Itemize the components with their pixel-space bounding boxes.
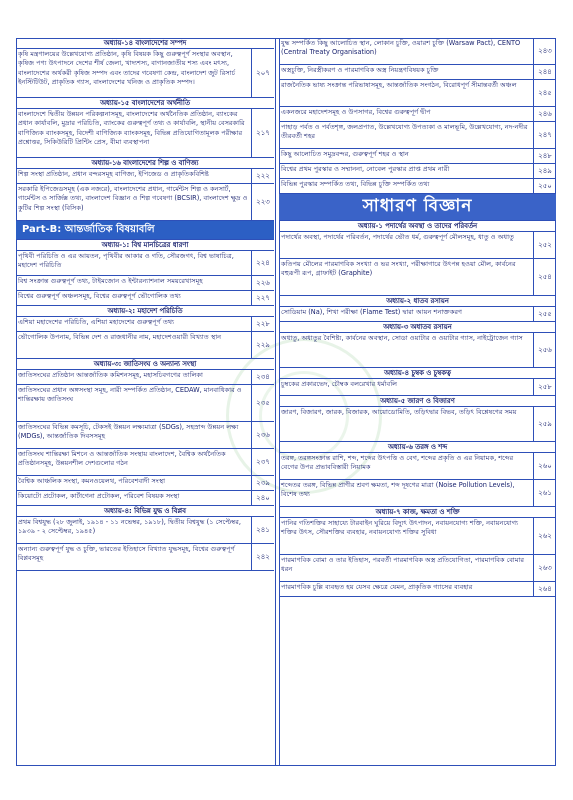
toc-entry-text: সোডিয়াম (Na), শিখা পরীক্ষা (Flame Test) দ্বারা আয়ন শনাক্তকরণ (281, 308, 462, 316)
toc-entry-text: প্রথম বিশ্বযুদ্ধ (২৮ জুলাই, ১৯১৪ - ১১ নভেম্বর, ১৯১৮), দ্বিতীয় বিশ্বযুদ্ধ (১ সেপ্টেম্বর, ১৯৩৯ - ২ সেপ্টেম্বর, ১৯৪৫) (18, 518, 241, 536)
toc-entry-text: বিশ্বের প্রথম পুরস্কার ও সম্মাননা, নোবেল পুরস্কার প্রাপ্ত প্রথম নারী (281, 165, 450, 173)
page-number: ২৪৫ (533, 80, 556, 106)
toc-row (279, 480, 556, 507)
toc-row (16, 449, 274, 476)
chapter-heading: অধ্যায়-১ পদার্থের অবস্থা ও তাদের পরিবর্তন (279, 221, 556, 232)
toc-entry-text: জাতিসংঘের প্রধান অঙ্গসংস্থা সমূহ, নারী সম্পর্কিত প্রতিষ্ঠান, CEDAW, মানবাধিকার ও শান্তিরক্ষায় জাতিসংঘ (18, 386, 242, 404)
chapter-heading: অধ্যায়-১৪ বাংলাদেশের সম্পদ (16, 38, 274, 49)
toc-entry-text: বিশ্বের গুরুত্বপূর্ণ অঞ্চলসমূহ, বিশ্বের গুরুত্বপূর্ণ ভৌগোলিক তথ্য (18, 292, 181, 300)
toc-entry-text: তরঙ্গ, তরঙ্গসংক্রান্ত রাশি, শব্দ, শব্দের উৎপত্তি ও বেগ, শব্দের প্রকৃতি ও এর নিয়ামক, শব্দের বেগের উপর প্রভাববিস্তারী নিয়ামক (281, 454, 514, 472)
toc-entry-text: পদার্থের অবস্থা, পদার্থের পরিবর্তন, পদার্থের ভৌত ধর্ম, গুরুত্বপূর্ণ মৌলসমূহ, ধাতু ও অধাতু (281, 233, 514, 241)
page-number: ২২৮ (251, 317, 274, 331)
chapter-heading: অধ্যায়-১৫ বাংলাদেশের অর্থনীতি (16, 98, 274, 109)
toc-row (16, 109, 274, 158)
toc-entry-text: বিভিন্ন পুরস্কার সম্পর্কিত তথ্য, বিভিন্ন চুক্তি সম্পর্কিত তথ্য (281, 180, 430, 188)
toc-entry-text: পানির গতিশক্তির সাহায্যে টারবাইন ঘুরিয়ে বিদ্যুৎ উৎপাদন, নবায়নযোগ্য শক্তি, নবায়নযোগ্য শক্তির উৎস, সৌরশক্তির ব্যবহার, নবায়নযোগ্য শক্তির সুবিধা (281, 519, 519, 537)
toc-entry-text: পাহাড় পর্বত ও পর্বতশৃঙ্গ, জলপ্রপাত, উল্লেখযোগ্য উপত্যকা ও মালভূমি, উল্লেখযোগ্য, নদ-নদীর তীরবর্তী শহর (281, 123, 528, 141)
toc-row (279, 259, 556, 296)
toc-row (16, 517, 274, 544)
toc-row (16, 544, 274, 571)
page-number: ২৩৬ (251, 422, 274, 448)
page-number: ২৬০ (533, 453, 556, 479)
toc-row (279, 453, 556, 480)
page-number: ২৫৯ (533, 407, 556, 441)
chapter-heading: অধ্যায়-৪: বিভিন্ন যুদ্ধ ও বিপ্লব (16, 506, 274, 517)
toc-entry-text: ভৌগোলিক উপনাম, বিভিন্ন দেশ ও রাজধানীর নাম, মহাদেশওয়ারী বিখ্যাত স্থান (18, 333, 222, 341)
toc-row (16, 251, 274, 276)
toc-entry-text: জারণ, বিজারণ, জারক, বিজারক, আয়োডোমিতি, তড়িৎদ্বার বিভব, তড়িৎ বিশ্লেষণের সময় (281, 408, 517, 416)
chapter-heading: অধ্যায়-৪ চুম্বক ও চুম্বকত্ব (279, 368, 556, 379)
toc-row (279, 179, 556, 194)
toc-row (279, 164, 556, 179)
page-number: ২৪৬ (533, 107, 556, 121)
page-number: ২২৭ (251, 291, 274, 305)
toc-row (279, 407, 556, 442)
toc-entry-text: অস্ত্রচুক্তি, নিরস্ত্রীকরণ ও পারমাণবিক অস্ত্র নিয়ন্ত্রণবিষয়ক চুক্তি (281, 66, 439, 74)
toc-row (279, 379, 556, 396)
chapter-heading: অধ্যায়-৫ জারণ ও বিজারণ (279, 396, 556, 407)
toc-entry-text: পারমাণবিক চুল্লি ব্যবহৃত হয় যেসব ক্ষেত্রে যেমন, প্রাকৃতিক গ্যাসের ব্যবহার (281, 583, 473, 591)
toc-entry-text: জাতিসংঘ শান্তিরক্ষা মিশনে ও আন্তর্জাতিক সংস্থায় বাংলাদেশ, বৈশ্বিক অর্থনৈতিক প্রতিষ্ঠানসমূহ, উন্নয়নশীল দেশগুলোর গঠন (18, 450, 226, 468)
page-number: ২৩৭ (251, 449, 274, 475)
toc-entry-text: বৈশ্বিক আঞ্চলিক সংস্থা, কমনওয়েলথ, পরিবেশবাদী সংস্থা (18, 477, 166, 485)
part-b-banner: Part-B: আন্তর্জাতিক বিষয়াবলি (16, 221, 274, 240)
toc-entry-text: একনজরে মহাদেশসমূহ ও উপসাগর, বিশ্বের গুরুত্বপূর্ণ দ্বীপ (281, 108, 431, 116)
toc-entry-text: কতিপয় মৌলের পারমাণবিক সংখ্যা ও ভর সংখ্যা, পরীক্ষাগারে উৎপন্ন হওয়া মৌল, কার্বনের বহুরূপী রূপ, গ্রাফাইট (Graphite) (281, 260, 516, 278)
chapter-heading: অধ্যায়-২ ধাতব রসায়ন (279, 296, 556, 307)
toc-row (16, 184, 274, 221)
page-number: ২২৯ (251, 332, 274, 358)
toc-entry-text: জাতিসংঘের বিভিন্ন কমসূচি, টেকসই উন্নয়ন লক্ষ্যমাত্রা (SDGs), সহস্রাব্দ উন্নয়ন লক্ষ্য (MDGs), আন্তর্জাতিক দিবসসমূহ (18, 423, 239, 441)
toc-row (16, 49, 274, 98)
page-number: ২২৩ (251, 184, 274, 220)
page-number: ২৪২ (251, 544, 274, 570)
page-number: ২৪৯ (533, 164, 556, 178)
toc-row (16, 317, 274, 332)
page-number: ২৩৪ (251, 370, 274, 384)
toc-entry-text: পারমাণবিক বোমা ও তার ইতিহাস, পরবর্তী পারমাণবিক অস্ত্র প্রতিযোগিতা, পারমাণবিক বোমার ধরন (281, 556, 525, 574)
toc-entry-text: বাংলাদেশে দ্বিতীয় উন্নয়ন পরিকল্পনাসমূহ, বাংলাদেশের অর্থনৈতিক প্রতিষ্ঠান, ব্যাংকের প্রধান কার্যাবলি, মুদ্রার পরিচিতি, ব্যাংকের গুরুত্বপূর্ণ তথ্য ও কার্যাবলি, স্থানীয় বেসরকারি বাণিজ্যিক ব্যাংকসমূহ, বিদেশী বাণিজ্যিক ব্যাংকসমূহ, বিভিন্ন প্রতিযোগিতামূলক পরীক্ষার প্রশ্নোত্তর, সিকিউরিটি প্রিন্টিং প্রেস, বীমা ব্যবস্থাপনা (18, 110, 245, 147)
page-number: ২৪১ (251, 517, 274, 543)
chapter-heading: অধ্যায়-৩ অধাতব রসায়ন (279, 322, 556, 333)
contents-page (16, 38, 556, 766)
right-column (279, 38, 556, 766)
toc-entry-text: সরকারি ইপিজেডসমূহ (এক নজরে), বাংলাদেশের প্রধান, গার্মেন্টস শিল্প ও কনসার্ট, গার্মেন্টস ও সার্জিক্স তথ্য, বাংলাদেশ বিজ্ঞান ও শিল্প গবেষণা (BCSIR), বাংলাদেশ ক্ষুদ্র ও কুটির শিল্প সংস্থা (বিসিক) (18, 185, 248, 212)
page-number: ২০৭ (251, 49, 274, 97)
page-number: ২২৬ (251, 276, 274, 290)
toc-entry-text: পৃথিবী পরিচিতি ও এর আয়তন, পৃথিবীর আকার ও গতি, সৌরজগৎ, বিশ্ব ভাষাচিত্র, মহাদেশ পরিচিতি (18, 252, 234, 270)
page-number: ২৪০ (251, 491, 274, 505)
page-number: ২৫০ (533, 179, 556, 193)
toc-entry-text: শব্দেতর তরঙ্গ, বিভিন্ন প্রাণীর শ্রবণ ক্ষমতা, শব্দ দূষণের মাত্রা (Noise Pollution Levels), বিশেষ তথ্য (281, 481, 515, 499)
toc-row (279, 149, 556, 164)
page-number: ২৩৯ (251, 476, 274, 490)
toc-row (16, 385, 274, 422)
toc-row (16, 169, 274, 184)
toc-row (279, 122, 556, 149)
page-number: ২৬৩ (533, 555, 556, 581)
chapter-heading: অধ্যায়-৩: জাতিসংঘ ও অন্যান্য সংস্থা (16, 359, 274, 370)
toc-row (16, 276, 274, 291)
page-number: ২২৪ (251, 251, 274, 275)
page-number: ২২২ (251, 169, 274, 183)
toc-row (279, 65, 556, 80)
chapter-heading: অধ্যায়-২: মহাদেশ পরিচিতি (16, 306, 274, 317)
page-number: ২৫৪ (533, 259, 556, 295)
page-number: ২৬৪ (533, 582, 556, 596)
toc-row (279, 232, 556, 259)
toc-entry-text: কিয়োটো প্রটোকল, কার্টাগেনা প্রটোকল, পরিবেশ বিষয়ক সংস্থা (18, 492, 180, 500)
page-number: ২৪৭ (533, 122, 556, 148)
chapter-heading: অধ্যায়-১: বিশ্ব মানচিত্রের ধারণা (16, 240, 274, 251)
toc-entry-text: যুদ্ধ সম্পর্কিত কিছু আলোচিত স্থান, লোকান চুক্তি, ওয়ারশ চুক্তি (Warsaw Pact), CENTO (Central Treaty Organisation) (281, 39, 521, 57)
section-banner: সাধারণ বিজ্ঞান (279, 194, 556, 221)
page-number: ২৫৮ (533, 379, 556, 395)
page-number: ২৩৫ (251, 385, 274, 421)
toc-entry-text: চুম্বকের প্রকারভেদ, চৌম্বক বলরেখার ধর্মাবলি (281, 380, 397, 388)
page-number: ২৫২ (533, 232, 556, 258)
toc-entry-text: অন্যান্য গুরুত্বপূর্ণ যুদ্ধ ও চুক্তি, ভারতের ইতিহাসে বিখ্যাত যুদ্ধসমূহ, বিশ্বের গুরুত্বপূর্ণ বিপ্লবসমূহ (18, 545, 235, 563)
page-number: ২৪৪ (533, 65, 556, 79)
toc-entry-text: কৃষি মন্ত্রণালয়ের উল্লেখযোগ্য প্রতিষ্ঠান, কৃষি বিষয়ক কিছু গুরুত্বপূর্ণ সংস্থার অবস্থান, কৃষিজ পণ্য উৎপাদনে দেশের শীর্ষ জেলা, খাদ্যশস্য, বাগানজাতীয় শস্য এবং মৎস্য, বাংলাদেশের অর্থকরী কৃষিজ সম্পদ এবং তাদের গবেষণা কেন্দ্র, বাংলাদেশ জুট রিসার্চ ইনস্টিটিউট, প্রাকৃতিক গ্যাস, বাংলাদেশের খনিজ ও প্রাকৃতিক সম্পদ। (18, 50, 236, 87)
toc-entry-text: বিশ্ব সংক্রান্ত গুরুত্বপূর্ণ তথ্য, টাইমজোন ও ইন্টারন্যাশনাল সময়রেখাসমূহ (18, 277, 203, 285)
left-column (16, 38, 274, 766)
toc-row (279, 38, 556, 65)
toc-row (16, 491, 274, 506)
toc-row (279, 555, 556, 582)
toc-row (279, 80, 556, 107)
toc-row (16, 291, 274, 306)
toc-row (279, 333, 556, 368)
toc-entry-text: অধাতু, অধাতুর বৈশিষ্ট্য, কার্বনের অবস্থান, সোডা ওয়াটার ও ওয়াটার গ্যাস, নাইট্রোজেন গ্যাস (281, 334, 523, 342)
page-number: ২৪৩ (533, 38, 556, 64)
toc-row (16, 332, 274, 359)
toc-row (16, 370, 274, 385)
page-number: ২৬২ (533, 518, 556, 554)
toc-entry-text: কিছু আলোচিত সমুদ্রবন্দর, গুরুত্বপূর্ণ শহর ও স্থান (281, 150, 409, 158)
toc-entry-text: শিল্প সংস্থা প্রতিষ্ঠান, প্রধান বন্দরসমূহ বাণিজ্য, ইপিজেড ও প্রাকৃতিকবিশিষ্ট (18, 170, 209, 178)
page-number: ২১৭ (251, 109, 274, 157)
toc-row (279, 107, 556, 122)
toc-entry-text: এশিয়া মহাদেশের পরিচিতি, এশিয়া মহাদেশের গুরুত্বপূর্ণ তথ্য (18, 318, 174, 326)
chapter-heading: অধ্যায়-৬ তরঙ্গ ও শব্দ (279, 442, 556, 453)
chapter-heading: অধ্যায়-৭ কাজ, ক্ষমতা ও শক্তি (279, 507, 556, 518)
chapter-heading: অধ্যায়-১৬ বাংলাদেশের শিল্প ও বাণিজ্য (16, 158, 274, 169)
toc-row (279, 307, 556, 322)
page-number: ২৫৫ (533, 307, 556, 321)
toc-row (16, 422, 274, 449)
page-number: ২৬১ (533, 480, 556, 506)
toc-row (279, 582, 556, 597)
toc-row (279, 518, 556, 555)
page-number: ২৫৬ (533, 333, 556, 367)
page-number: ২৪৮ (533, 149, 556, 163)
toc-row (16, 476, 274, 491)
toc-entry-text: রাজনৈতিক ভাষ্য সংক্রান্ত পরিভাষাসমূহ, আন্তর্জাতিক সংগঠন, বিরোধপূর্ণ সীমান্তবর্তী অঞ্চল (281, 81, 517, 89)
toc-entry-text: জাতিসংঘের প্রতিষ্ঠান আন্তর্জাতিক কমিশনসমূহ, মহাসচিবগণের তালিকা (18, 371, 203, 379)
